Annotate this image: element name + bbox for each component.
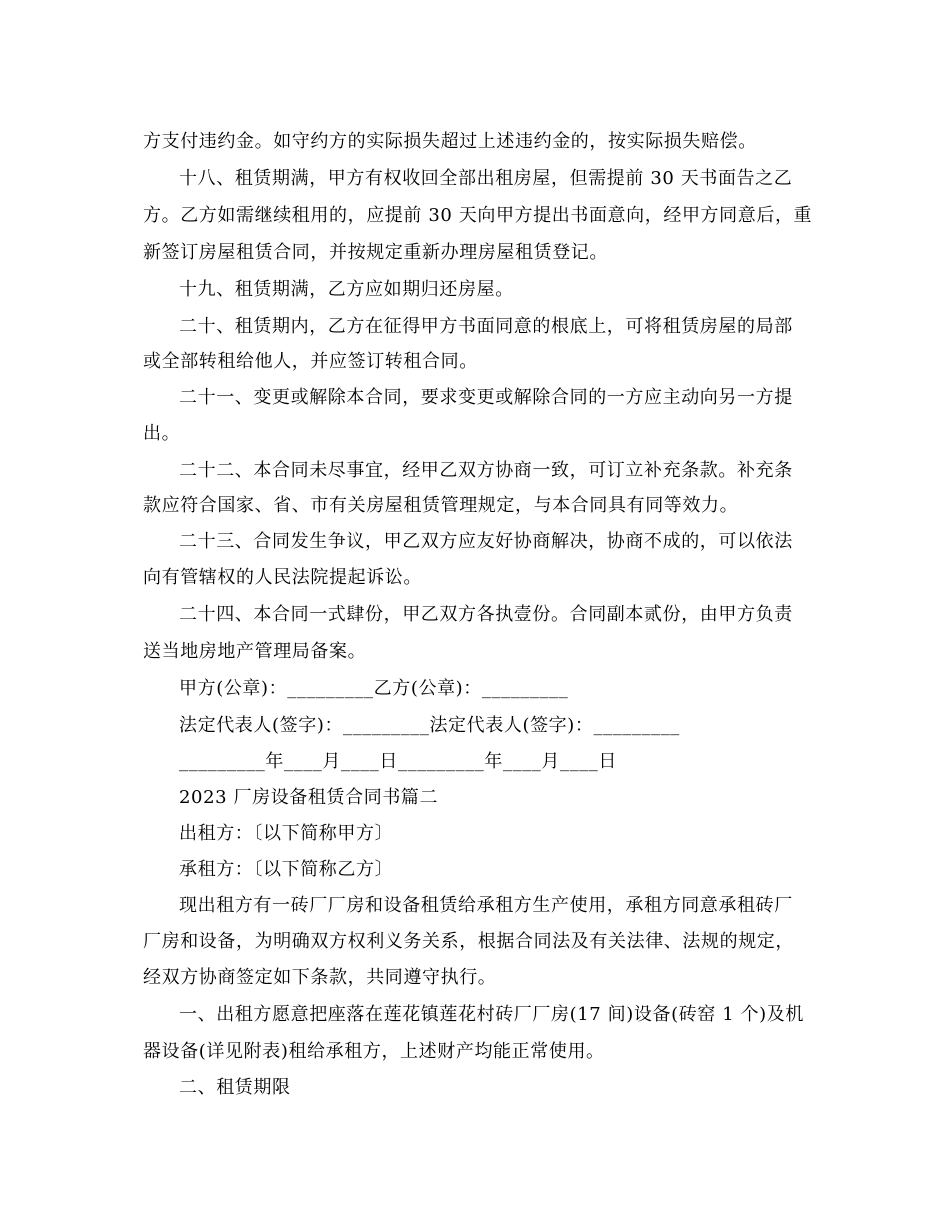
text-line: 方支付违约金。如守约方的实际损失超过上述违约金的，按实际损失赔偿。	[143, 131, 757, 152]
text-line: 或全部转租给他人，并应签订转租合同。	[143, 351, 478, 372]
text-line: 现出租方有一砖厂厂房和设备租赁给承租方生产使用，承租方同意承租砖厂	[179, 895, 793, 916]
text-line: 二十二、本合同未尽事宜，经甲乙双方协商一致，可订立补充条款。补充条	[179, 460, 793, 481]
text-line: 十八、租赁期满，甲方有权收回全部出租房屋，但需提前 30 天书面告之乙	[179, 168, 793, 189]
text-line: 款应符合国家、省、市有关房屋租赁管理规定，与本合同具有同等效力。	[143, 495, 739, 516]
section-heading: 2023 厂房设备租赁合同书篇二	[179, 787, 439, 808]
text-line: 二十一、变更或解除本合同，要求变更或解除合同的一方应主动向另一方提	[179, 387, 793, 408]
text-line: 一、出租方愿意把座落在莲花镇莲花村砖厂厂房(17 间)设备(砖窑 1 个)及机	[179, 1004, 805, 1025]
text-line: 新签订房屋租赁合同，并按规定重新办理房屋租赁登记。	[143, 242, 608, 263]
text-line: 二十、租赁期内，乙方在征得甲方书面同意的根底上，可将租赁房屋的局部	[179, 316, 793, 337]
text-line: 器设备(详见附表)租给承租方，上述财产均能正常使用。	[143, 1041, 605, 1062]
date-line: _________年____月____日_________年____月____日	[179, 751, 617, 772]
signature-line: 法定代表人(签字)：_________法定代表人(签字)：_________	[179, 715, 680, 736]
text-line: 二十三、合同发生争议，甲乙双方应友好协商解决，协商不成的，可以依法	[179, 531, 793, 552]
text-line: 出租方：〔以下简称甲方〕	[179, 823, 394, 844]
text-line: 二、租赁期限	[179, 1077, 291, 1098]
text-line: 十九、租赁期满，乙方应如期归还房屋。	[179, 279, 514, 300]
text-line: 方。乙方如需继续租用的，应提前 30 天向甲方提出书面意向，经甲方同意后，重	[143, 205, 813, 226]
text-line: 厂房和设备，为明确双方权利义务关系，根据合同法及有关法律、法规的规定，	[143, 931, 794, 952]
text-line: 二十四、本合同一式肆份，甲乙双方各执壹份。合同副本贰份，由甲方负责	[179, 604, 793, 625]
text-line: 送当地房地产管理局备案。	[143, 641, 367, 662]
text-line: 承租方：〔以下简称乙方〕	[179, 859, 394, 880]
signature-line: 甲方(公章)：_________乙方(公章)：_________	[179, 678, 569, 699]
text-line: 出。	[143, 423, 181, 444]
text-line: 向有管辖权的人民法院提起诉讼。	[143, 567, 422, 588]
text-line: 经双方协商签定如下条款，共同遵守执行。	[143, 967, 497, 988]
